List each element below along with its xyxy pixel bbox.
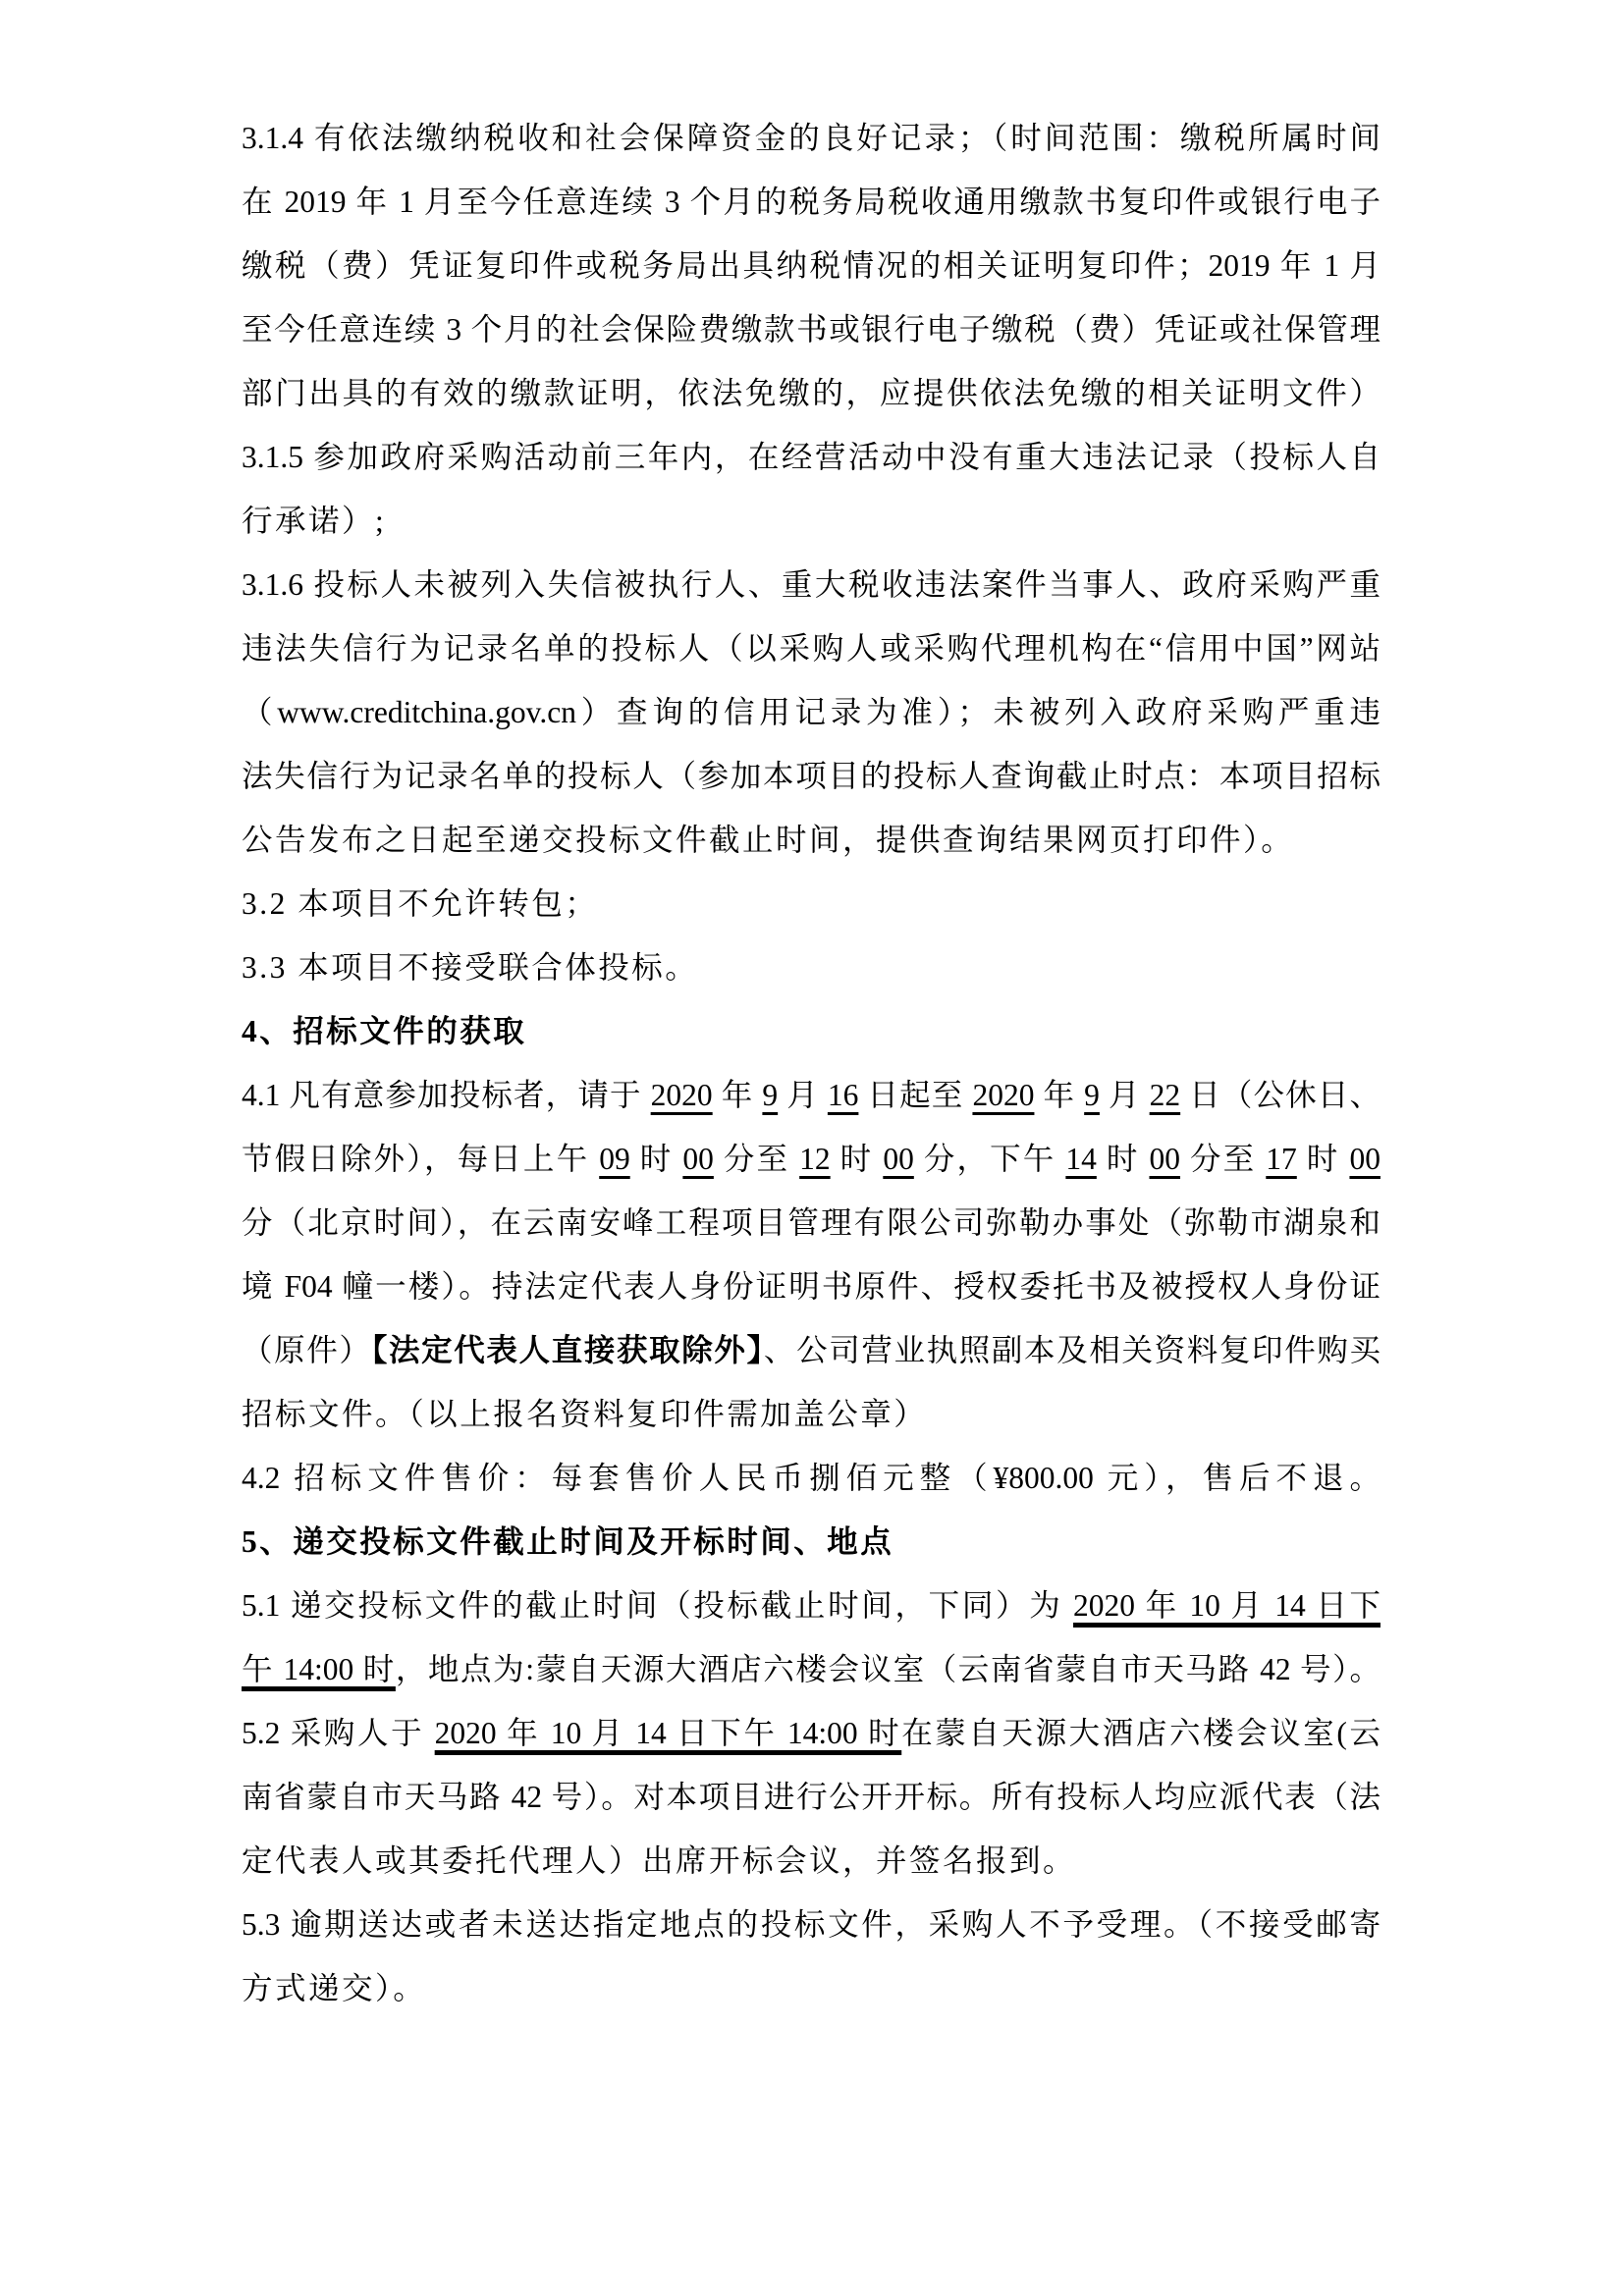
- text-line: [242, 1637, 1380, 1701]
- text-segment: 在 2019 年 1 月至今任意连续 3 个月的税务局税收通用缴款书复印件或银行电子: [242, 185, 1380, 219]
- text-segment: 、公司营业执照副本及相关资料复印件购买: [763, 1333, 1380, 1367]
- text-segment: ，地点为:蒙自天源大酒店六楼会议室（云南省蒙自市天马路 42 号）。: [395, 1652, 1380, 1686]
- text-line: [242, 170, 1380, 234]
- text-segment: 年: [712, 1078, 763, 1112]
- text-segment: 月: [778, 1078, 828, 1112]
- text-line: [242, 1701, 1380, 1765]
- underlined-segment: 00: [1149, 1142, 1181, 1176]
- text-segment: 3.1.5 参加政府采购活动前三年内，在经营活动中没有重大违法记录（投标人自: [242, 440, 1380, 474]
- text-segment: 年: [1034, 1078, 1085, 1112]
- text-segment: 3.2 本项目不允许转包；: [242, 886, 599, 921]
- text-segment: 时: [830, 1142, 884, 1176]
- text-segment: 3.3 本项目不接受联合体投标。: [242, 950, 699, 985]
- text-line: [242, 935, 1380, 999]
- text-segment: 分至: [1180, 1142, 1267, 1176]
- underlined-segment: 00: [682, 1142, 714, 1176]
- underlined-segment: 16: [827, 1078, 859, 1112]
- text-segment: 日起至: [858, 1078, 973, 1112]
- underlined-segment: 00: [1349, 1142, 1380, 1176]
- text-line: [242, 1574, 1380, 1637]
- text-line: [242, 361, 1380, 425]
- text-segment: 4、招标文件的获取: [242, 1014, 527, 1048]
- text-line: [242, 744, 1380, 808]
- text-segment: 行承诺）;: [242, 504, 387, 538]
- text-line: [242, 1765, 1380, 1829]
- text-segment: 部门出具的有效的缴款证明，依法免缴的，应提供依法免缴的相关证明文件）: [242, 376, 1380, 410]
- underlined-segment: 2020 年 10 月 14 日下: [1073, 1588, 1380, 1623]
- text-line: [242, 808, 1380, 872]
- underlined-segment: 17: [1266, 1142, 1297, 1176]
- text-segment: 招标文件。（以上报名资料复印件需加盖公章）: [242, 1397, 928, 1431]
- underlined-segment: 22: [1149, 1078, 1181, 1112]
- text-segment: 4.2 招标文件售价：每套售价人民币捌佰元整（¥800.00 元），售后不退。: [242, 1461, 1380, 1495]
- text-segment: 分（北京时间），在云南安峰工程项目管理有限公司弥勒办事处（弥勒市湖泉和: [242, 1205, 1380, 1240]
- text-segment: 5.3 逾期送达或者未送达指定地点的投标文件，采购人不予受理。（不接受邮寄: [242, 1907, 1380, 1942]
- text-segment: 5.1 递交投标文件的截止时间（投标截止时间，下同）为: [242, 1588, 1074, 1623]
- text-segment: 缴税（费）凭证复印件或税务局出具纳税情况的相关证明复印件；2019 年 1 月: [242, 248, 1380, 283]
- text-segment: （原件）: [242, 1333, 372, 1367]
- underlined-segment: 2020: [650, 1078, 713, 1112]
- underlined-segment: 2020: [972, 1078, 1035, 1112]
- text-line: [242, 425, 1380, 489]
- underlined-segment: 午 14:00 时: [242, 1652, 396, 1686]
- document-page: [242, 106, 1380, 2020]
- text-segment: 日（公休日、: [1180, 1078, 1380, 1112]
- text-segment: 时: [1296, 1142, 1350, 1176]
- text-line: [242, 1956, 1380, 2020]
- text-line: [242, 1127, 1380, 1191]
- underlined-segment: 2020 年 10 月 14 日下午 14:00 时: [434, 1716, 902, 1750]
- underlined-segment: 09: [599, 1142, 630, 1176]
- text-line: [242, 297, 1380, 361]
- underlined-segment: 9: [1084, 1078, 1100, 1112]
- text-segment: 法失信行为记录名单的投标人（参加本项目的投标人查询截止时点：本项目招标: [242, 759, 1380, 793]
- text-line: [242, 616, 1380, 680]
- text-segment: 时: [1096, 1142, 1150, 1176]
- underlined-segment: 12: [799, 1142, 831, 1176]
- text-line: [242, 1829, 1380, 1893]
- text-segment: 5.2 采购人于: [242, 1716, 435, 1750]
- text-segment: 违法失信行为记录名单的投标人（以采购人或采购代理机构在“信用中国”网站: [242, 631, 1380, 666]
- text-segment: 分，下午: [913, 1142, 1066, 1176]
- text-segment: 公告发布之日起至递交投标文件截止时间，提供查询结果网页打印件）。: [242, 823, 1295, 857]
- heading-line: [242, 999, 1380, 1063]
- text-line: [242, 1382, 1380, 1446]
- text-line: [242, 489, 1380, 553]
- text-segment: 方式递交）。: [242, 1971, 427, 2005]
- heading-line: [242, 1510, 1380, 1574]
- text-line: [242, 1063, 1380, 1127]
- text-segment: 3.1.6 投标人未被列入失信被执行人、重大税收违法案件当事人、政府采购严重: [242, 567, 1380, 602]
- text-segment: 5、递交投标文件截止时间及开标时间、地点: [242, 1524, 894, 1559]
- text-segment: 在蒙自天源大酒店六楼会议室(云: [901, 1716, 1380, 1750]
- text-line: [242, 1446, 1380, 1510]
- text-line: [242, 1893, 1380, 1956]
- text-segment: 4.1 凡有意参加投标者，请于: [242, 1078, 651, 1112]
- text-segment: 境 F04 幢一楼）。持法定代表人身份证明书原件、授权委托书及被授权人身份证: [242, 1269, 1380, 1304]
- underlined-segment: 9: [762, 1078, 779, 1112]
- text-segment: 3.1.4 有依法缴纳税收和社会保障资金的良好记录；（时间范围：缴税所属时间: [242, 121, 1380, 155]
- text-segment: 分至: [713, 1142, 800, 1176]
- text-line: [242, 1318, 1380, 1382]
- text-segment: 节假日除外），每日上午: [242, 1142, 600, 1176]
- text-segment: （www.creditchina.gov.cn）查询的信用记录为准）；未被列入政府采购严重违: [242, 695, 1380, 729]
- text-line: [242, 234, 1380, 297]
- text-line: [242, 1255, 1380, 1318]
- underlined-segment: 14: [1065, 1142, 1097, 1176]
- text-line: [242, 553, 1380, 616]
- text-line: [242, 680, 1380, 744]
- underlined-segment: 00: [883, 1142, 914, 1176]
- text-segment: 南省蒙自市天马路 42 号）。对本项目进行公开开标。所有投标人均应派代表（法: [242, 1780, 1380, 1814]
- text-segment: 至今任意连续 3 个月的社会保险费缴款书或银行电子缴税（费）凭证或社保管理: [242, 312, 1380, 347]
- text-line: [242, 106, 1380, 170]
- text-segment: 定代表人或其委托代理人）出席开标会议，并签名报到。: [242, 1843, 1077, 1878]
- text-segment: 时: [629, 1142, 683, 1176]
- bold-segment: 【法定代表人直接获取除外】: [371, 1333, 764, 1367]
- text-line: [242, 872, 1380, 935]
- text-line: [242, 1191, 1380, 1255]
- text-segment: 月: [1099, 1078, 1150, 1112]
